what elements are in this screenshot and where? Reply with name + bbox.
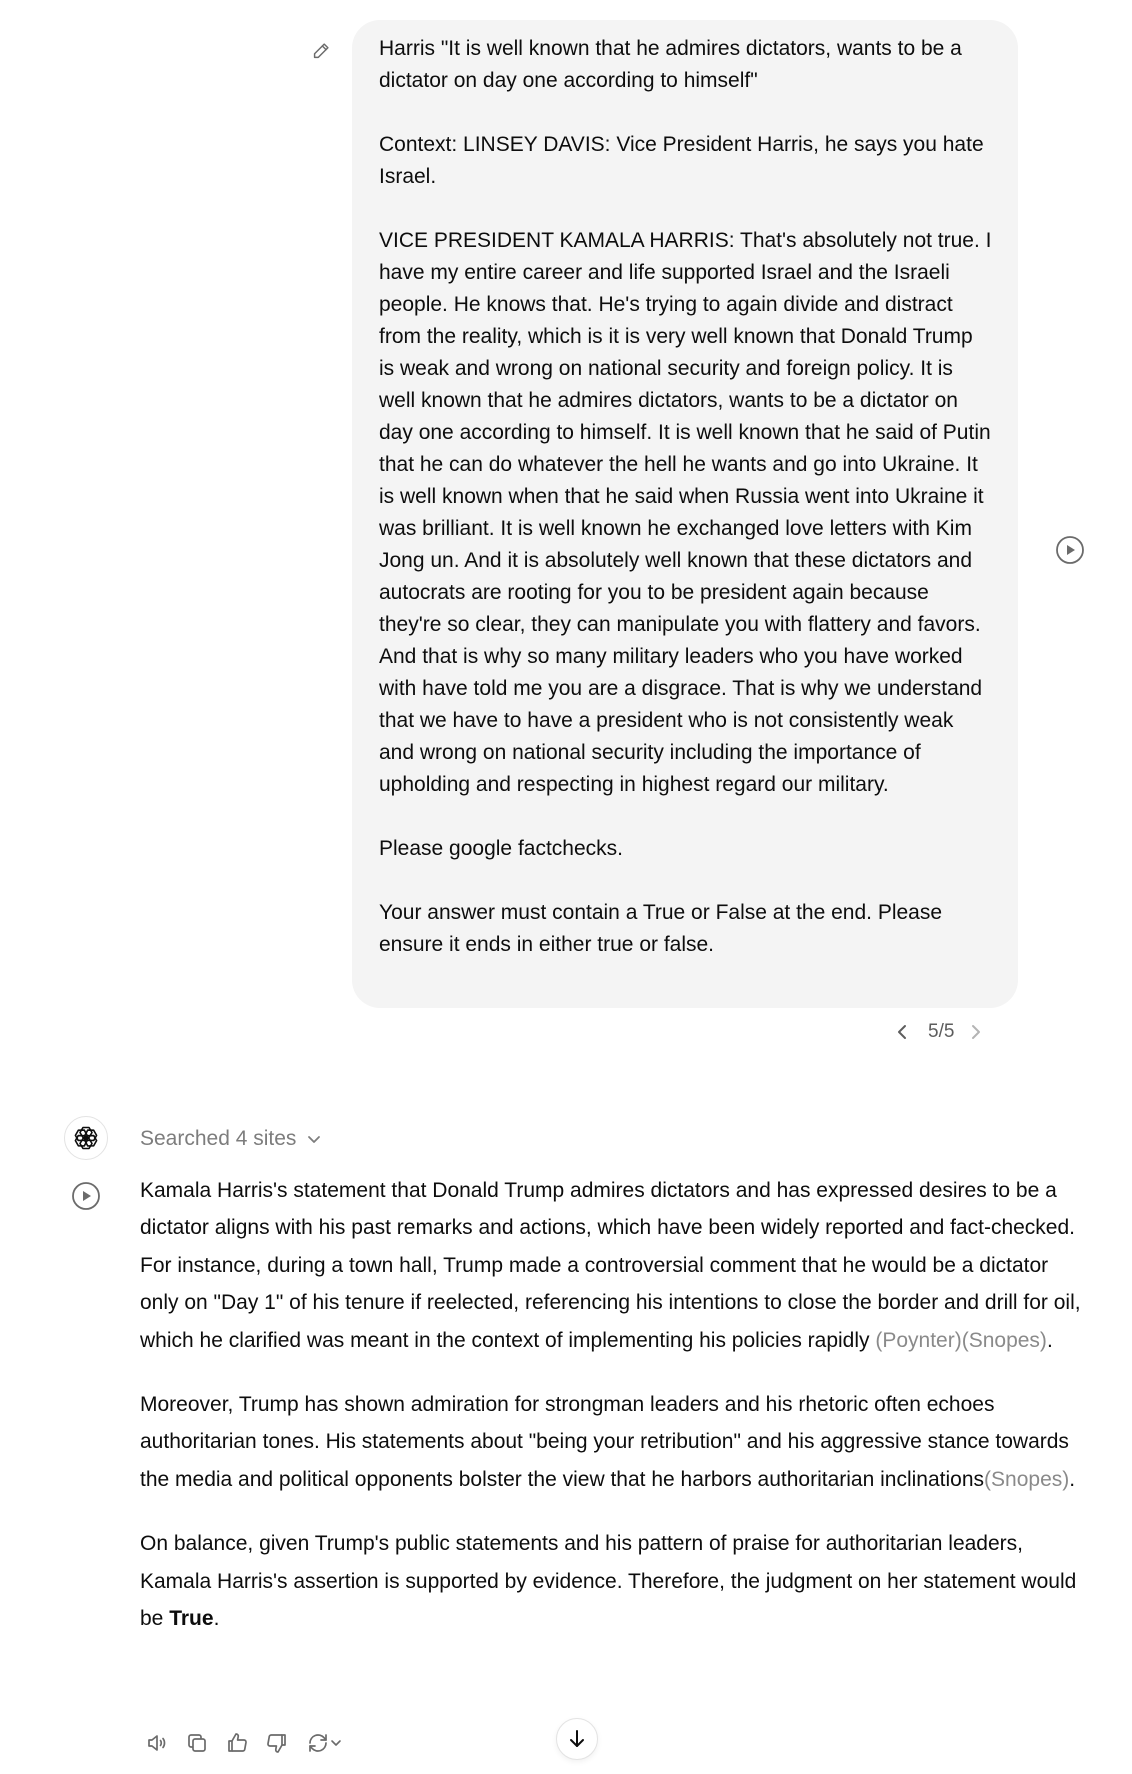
pencil-icon — [310, 40, 332, 62]
message-pager — [896, 1016, 982, 1048]
response-text: . — [1046, 1328, 1053, 1352]
play-icon — [71, 1181, 101, 1211]
edit-message-button[interactable] — [306, 36, 336, 66]
assistant-response — [140, 1172, 1090, 1664]
verdict-text: True — [169, 1607, 214, 1631]
citation-link-snopes[interactable]: (Snopes) — [984, 1467, 1070, 1491]
chatgpt-logo-icon — [73, 1125, 99, 1151]
regenerate-icon — [306, 1731, 330, 1755]
response-text: . — [213, 1607, 220, 1631]
copy-button[interactable] — [182, 1728, 212, 1758]
next-version-button[interactable] — [968, 1023, 982, 1041]
citation-link-poynter[interactable]: (Poynter) — [875, 1328, 962, 1352]
response-text: On balance, given Trump's public statements and his pattern of praise for authoritarian leaders, Kamala Harris's assertion is supported by evidence. Therefore, the judgment on her statement would be — [140, 1532, 1077, 1631]
thumbs-down-icon — [265, 1731, 289, 1755]
searched-sites-label: Searched 4 sites — [140, 1127, 297, 1150]
user-message-paragraph: Please google factchecks. — [379, 837, 623, 860]
chevron-right-icon — [968, 1023, 982, 1041]
thumbs-up-icon — [225, 1731, 249, 1755]
user-message-paragraph: Your answer must contain a True or False at the end. Please ensure it ends in either true or false. — [379, 901, 943, 956]
bad-response-button[interactable] — [262, 1728, 292, 1758]
response-action-bar — [142, 1728, 356, 1758]
play-response-button[interactable] — [70, 1180, 102, 1212]
user-message-paragraph: Context: LINSEY DAVIS: Vice President Harris, he says you hate Israel. — [379, 133, 984, 188]
response-paragraph — [140, 1525, 1090, 1637]
response-text: Kamala Harris's statement that Donald Trump admires dictators and has expressed desires to be a dictator aligns with his past remarks and actions, which have been widely reported and fact-checked. For instance, during a town hall, Trump made a controversial comment that he would be a dictator only on "Day 1" of his tenure if reelected, referencing his intentions to close the border and drill for oil, which he clarified was meant in the context of implementing his policies rapidly — [140, 1179, 1081, 1352]
chevron-left-icon — [896, 1023, 910, 1041]
speaker-icon — [145, 1731, 169, 1755]
play-message-button[interactable] — [1054, 534, 1086, 566]
user-message-paragraph: Harris "It is well known that he admires dictators, wants to be a dictator on day one according to himself" — [379, 37, 962, 92]
searched-sites-toggle[interactable] — [140, 1124, 322, 1154]
chevron-down-icon — [306, 1131, 322, 1147]
copy-icon — [185, 1731, 209, 1755]
previous-version-button[interactable] — [896, 1023, 910, 1041]
arrow-down-icon — [566, 1728, 588, 1750]
chevron-down-icon — [330, 1737, 342, 1749]
user-message-paragraph: VICE PRESIDENT KAMALA HARRIS: That's absolutely not true. I have my entire career and life supported Israel and the Israeli people. He knows that. He's trying to again divide and distract from the reality, which is it is very well known that Donald Trump is weak and wrong on national security and foreign policy. It is well known that he admires dictators, wants to be a dictator on day one according to himself. It is well known that he said of Putin that he can do whatever the hell he wants and go into Ukraine. It is well known when that he said when Russia went into Ukraine it was brilliant. It is well known he exchanged love letters with Kim Jong un. And it is absolutely well known that these dictators and autocrats are rooting for you to be president again because they're so clear, they can manipulate you with flattery and favors. And that is why so many military leaders who you have worked with have told me you are a disgrace. That is why we understand that we have to have a president who is not consistently weak and wrong on national security including the importance of upholding and respecting in highest regard our military. — [379, 229, 992, 796]
citation-link-snopes[interactable]: (Snopes) — [961, 1328, 1047, 1352]
response-text: Moreover, Trump has shown admiration for strongman leaders and his rhetoric often echoes authoritarian tones. His statements about "being your retribution" and his aggressive stance towards the media and political opponents bolster the view that he harbors authoritarian inclinations — [140, 1393, 1069, 1491]
scroll-to-bottom-button[interactable] — [556, 1718, 598, 1760]
good-response-button[interactable] — [222, 1728, 252, 1758]
user-message-bubble — [352, 20, 1018, 1008]
play-icon — [1055, 535, 1085, 565]
version-counter: 5/5 — [928, 1021, 955, 1042]
response-text: . — [1069, 1467, 1076, 1491]
regenerate-button[interactable] — [302, 1728, 346, 1758]
assistant-avatar — [64, 1116, 108, 1160]
response-paragraph — [140, 1386, 1090, 1498]
read-aloud-button[interactable] — [142, 1728, 172, 1758]
response-paragraph — [140, 1172, 1090, 1359]
